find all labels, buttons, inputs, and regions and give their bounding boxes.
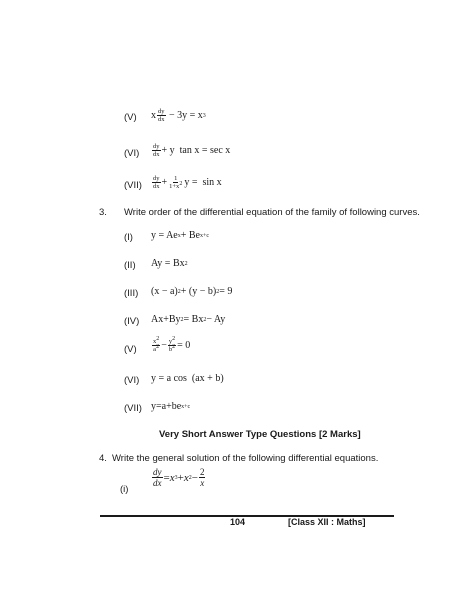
class-label: [Class XII : Maths]: [288, 517, 366, 527]
page-number: 104: [230, 517, 246, 527]
item-label: (i): [120, 484, 129, 495]
item-label: (VI): [124, 148, 140, 159]
equation-q3-v: $\frac{x^2}{a^2}$ − $\frac{y^2}{b^2}$ = 0: [153, 335, 191, 353]
question-number: 4.: [99, 453, 107, 464]
equation-vi: $\frac{dy}{dx}$ + y tan x = sec x: [153, 143, 231, 158]
question-text: Write order of the differential equation of the family of following curves.: [124, 207, 420, 218]
equation-q3-iv: Ax+By 2 = Bx 2 − Ay: [151, 314, 226, 325]
equation-vii: $\frac{dy}{dx}$ + $\frac{1}{1+x^2}$ y = sin x: [153, 175, 222, 190]
item-label: (I): [124, 232, 133, 243]
equation-q3-vi: y = a cos (ax + b): [151, 373, 224, 384]
question-text: Write the general solution of the following differential equations.: [112, 453, 379, 464]
equation-q3-vii: y=a+be x+c: [151, 401, 191, 412]
equation-q4-i: $\frac{dy}{dx}$ = x 3 + x 2 − $\frac{2}{x}$: [153, 467, 205, 488]
question-number: 3.: [99, 207, 107, 218]
equation-q3-ii: Ay = Bx 2: [151, 258, 188, 269]
equation-q3-i: y = Ae x + Be x+c: [151, 230, 210, 241]
item-label: (III): [124, 288, 139, 299]
item-label: (IV): [124, 316, 140, 327]
item-label: (V): [124, 344, 137, 355]
item-label: (VI): [124, 375, 140, 386]
section-heading: Very Short Answer Type Questions [2 Marks]: [159, 429, 361, 440]
item-label: (VII): [124, 180, 142, 191]
item-label: (VII): [124, 403, 142, 414]
item-label: (V): [124, 112, 137, 123]
equation-q3-iii: (x − a) 2 + (y − b) 2 = 9: [151, 286, 233, 297]
item-label: (II): [124, 260, 136, 271]
equation-v: x $\frac{dy}{dx}$ − 3y = x 3: [151, 108, 206, 123]
